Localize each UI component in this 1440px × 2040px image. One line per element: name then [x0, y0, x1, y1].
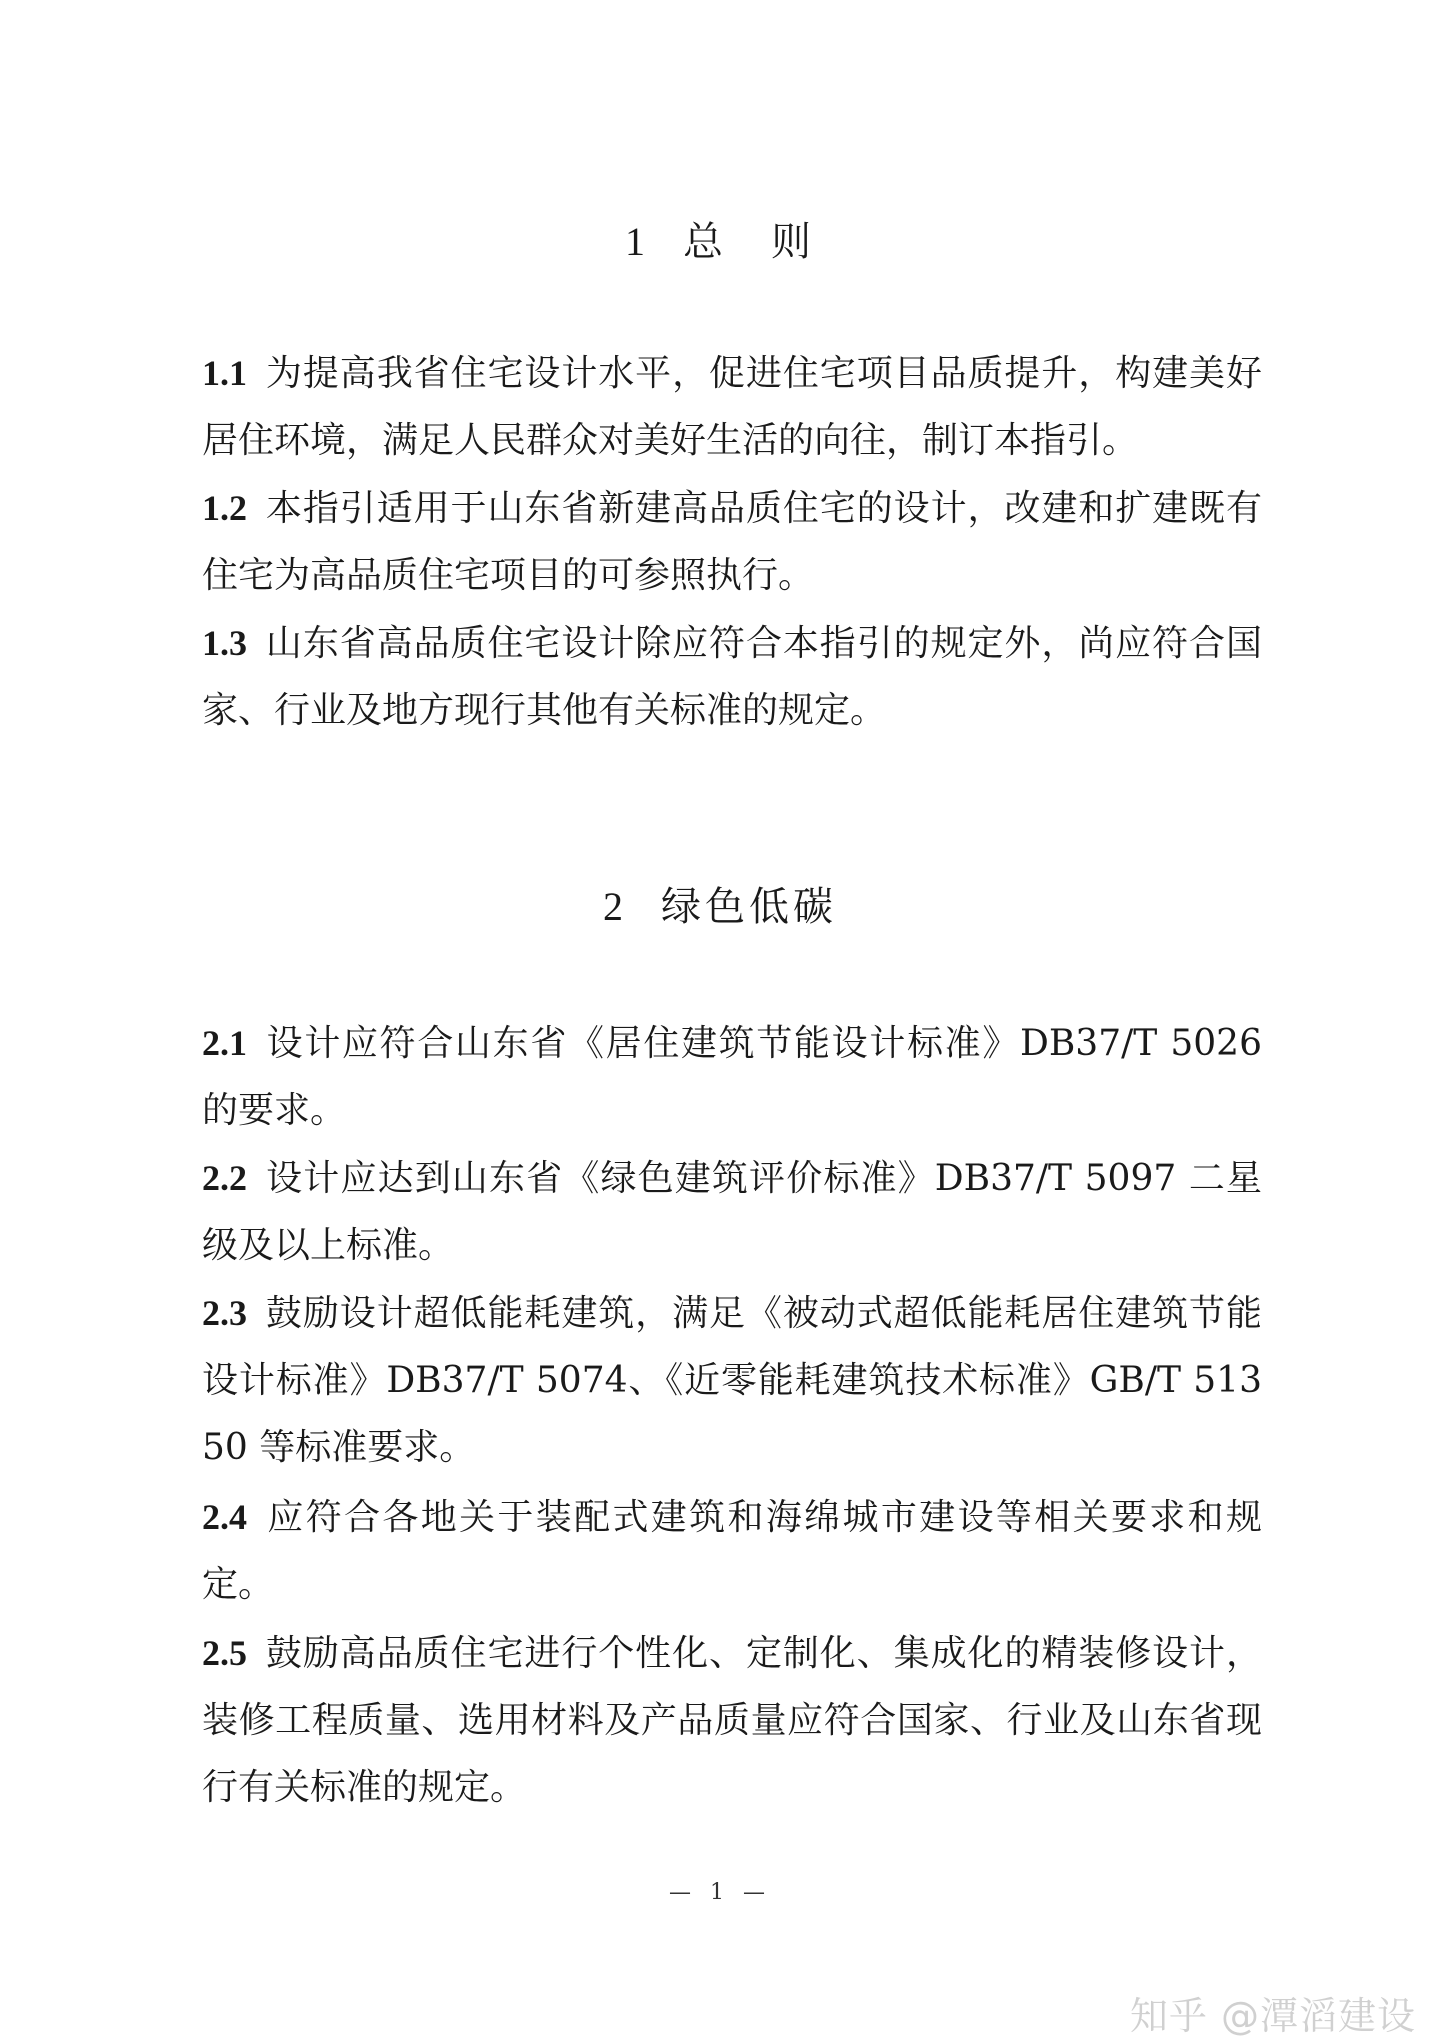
clause-number: 2.4	[202, 1497, 247, 1537]
clause-text: 鼓励高品质住宅进行个性化、定制化、集成化的精装修设计，装修工程质量、选用材料及产品质量应符合国家、行业及山东省现行有关标准的规定。	[202, 1633, 1262, 1808]
section-1-heading: 总 则	[683, 219, 815, 265]
clause-2-4	[202, 1484, 1262, 1618]
clause-number: 2.5	[202, 1633, 247, 1673]
clause-2-1	[202, 1010, 1262, 1144]
clause-2-3	[202, 1280, 1262, 1481]
clause-text: 山东省高品质住宅设计除应符合本指引的规定外，尚应符合国家、行业及地方现行其他有关标准的规定。	[202, 623, 1262, 731]
clause-number: 2.2	[202, 1158, 247, 1198]
section-2-number: 2	[603, 884, 625, 929]
clause-text: 设计应符合山东省《居住建筑节能设计标准》DB37/T 5026 的要求。	[202, 1023, 1262, 1131]
clause-number: 1.1	[202, 353, 247, 393]
section-1-number: 1	[625, 219, 647, 264]
clause-number: 1.2	[202, 488, 247, 528]
page-number: — 1 —	[669, 1880, 771, 1905]
clause-text: 设计应达到山东省《绿色建筑评价标准》DB37/T 5097 二星级及以上标准。	[202, 1158, 1262, 1266]
clause-1-2	[202, 475, 1262, 609]
clause-number: 2.3	[202, 1293, 247, 1333]
section-2-heading: 绿色低碳	[661, 884, 837, 930]
clause-2-2	[202, 1145, 1262, 1279]
clause-1-3	[202, 610, 1262, 744]
clause-number: 2.1	[202, 1023, 247, 1063]
clause-text: 应符合各地关于装配式建筑和海绵城市建设等相关要求和规定。	[202, 1497, 1262, 1605]
section-1-title	[0, 210, 1440, 267]
section-2-title	[0, 875, 1440, 932]
clause-text: 本指引适用于山东省新建高品质住宅的设计，改建和扩建既有住宅为高品质住宅项目的可参照执行。	[202, 488, 1262, 596]
clause-2-5	[202, 1620, 1262, 1821]
watermark-logo: 知乎 @潭滔建设	[1129, 1994, 1416, 2038]
clause-1-1	[202, 340, 1262, 474]
clause-number: 1.3	[202, 623, 247, 663]
clause-text: 为提高我省住宅设计水平，促进住宅项目品质提升，构建美好居住环境，满足人民群众对美好生活的向往，制订本指引。	[202, 353, 1262, 461]
clause-text: 鼓励设计超低能耗建筑，满足《被动式超低能耗居住建筑节能设计标准》DB37/T 5074、《近零能耗建筑技术标准》GB/T 51350 等标准要求。	[202, 1293, 1262, 1468]
